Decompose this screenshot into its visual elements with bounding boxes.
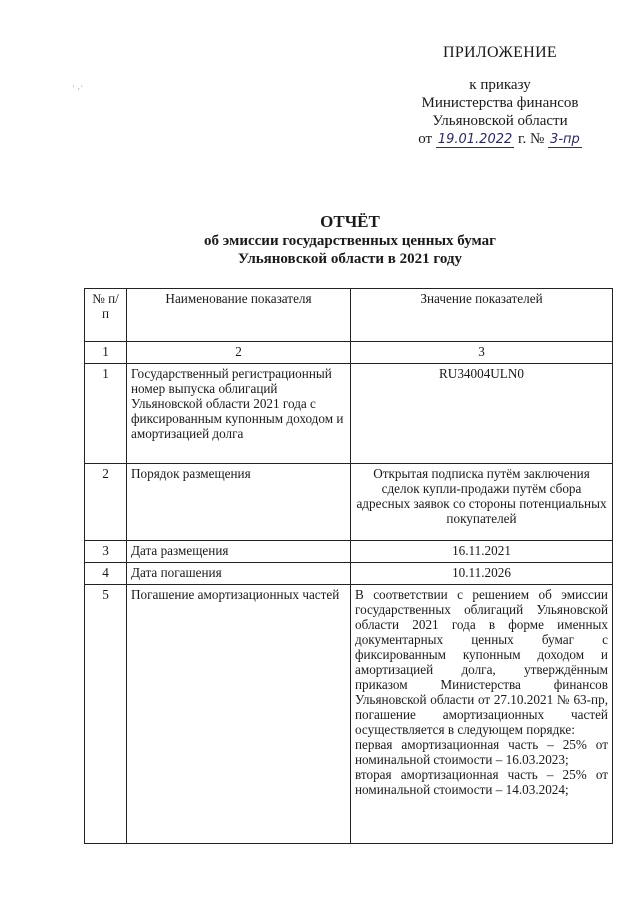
row-value-line-3: вторая амортизационная часть – 25% от номинальной стоимости – 14.03.2024; [355,767,608,797]
annex-block [400,44,600,149]
annex-line-1: к приказу [469,77,531,93]
row-name: Погашение амортизационных частей [127,585,351,844]
row-number: 1 [85,364,127,464]
row-value: RU34004ULN0 [351,364,613,464]
row-name: Государственный регистрационный номер выпуска облигаций Ульяновской области 2021 года с фиксированным купонным доходом и амортизацией долга [127,364,351,464]
row-value: 10.11.2026 [351,563,613,585]
handwritten-order-number: 3-пр [550,132,580,147]
scan-artifact: ˙ ·˙ [72,84,84,94]
annex-line-2: Министерства финансов [421,95,579,111]
row-number: 3 [85,541,127,563]
row-value-container [351,585,613,844]
header-number: № п/п [85,289,127,342]
row-value: В соответствии с решением об эмиссии государственных облигаций Ульяновской области 2021 года в форме именных документарных ценных бумаг с фиксированным купонным доходом и амортизацией долга, утверждённым приказом Министерства финансов Ульяновской области от 27.10.2021 № 63-пр, погашение амортизационных частей осуществляется в следующем порядке: [355,587,608,737]
row-number: 5 [85,585,127,844]
table-row [85,541,613,563]
row-number: 4 [85,563,127,585]
report-table [84,288,613,844]
title-line-2: об эмиссии государственных ценных бумаг [204,233,496,249]
row-value: 16.11.2021 [351,541,613,563]
column-number: 1 [85,342,127,364]
title-line-3: Ульяновской области в 2021 году [238,251,462,267]
handwritten-date: 19.01.2022 [437,132,513,147]
row-name: Порядок размещения [127,464,351,541]
column-number: 2 [127,342,351,364]
row-value-line-2: первая амортизационная часть – 25% от номинальной стоимости – 16.03.2023; [355,737,608,767]
annex-date-line [400,130,600,149]
table-row [85,464,613,541]
header-indicator-value: Значение показателей [351,289,613,342]
annex-title: ПРИЛОЖЕНИЕ [442,44,557,61]
document-title [120,212,580,268]
header-indicator-name: Наименование показателя [127,289,351,342]
table-row [85,585,613,844]
table-row [85,563,613,585]
row-value: Открытая подписка путём заключения сделок купли-продажи путём сбора адресных заявок со стороны потенциальных покупателей [351,464,613,541]
date-prefix: от [418,131,433,147]
date-mid: г. № [518,131,545,147]
table-header-row [85,289,613,342]
row-name: Дата погашения [127,563,351,585]
annex-line-3: Ульяновской области [432,113,568,129]
column-number: 3 [351,342,613,364]
column-number-row [85,342,613,364]
title-line-1: ОТЧЁТ [320,212,380,231]
row-number: 2 [85,464,127,541]
table-row [85,364,613,464]
row-name: Дата размещения [127,541,351,563]
